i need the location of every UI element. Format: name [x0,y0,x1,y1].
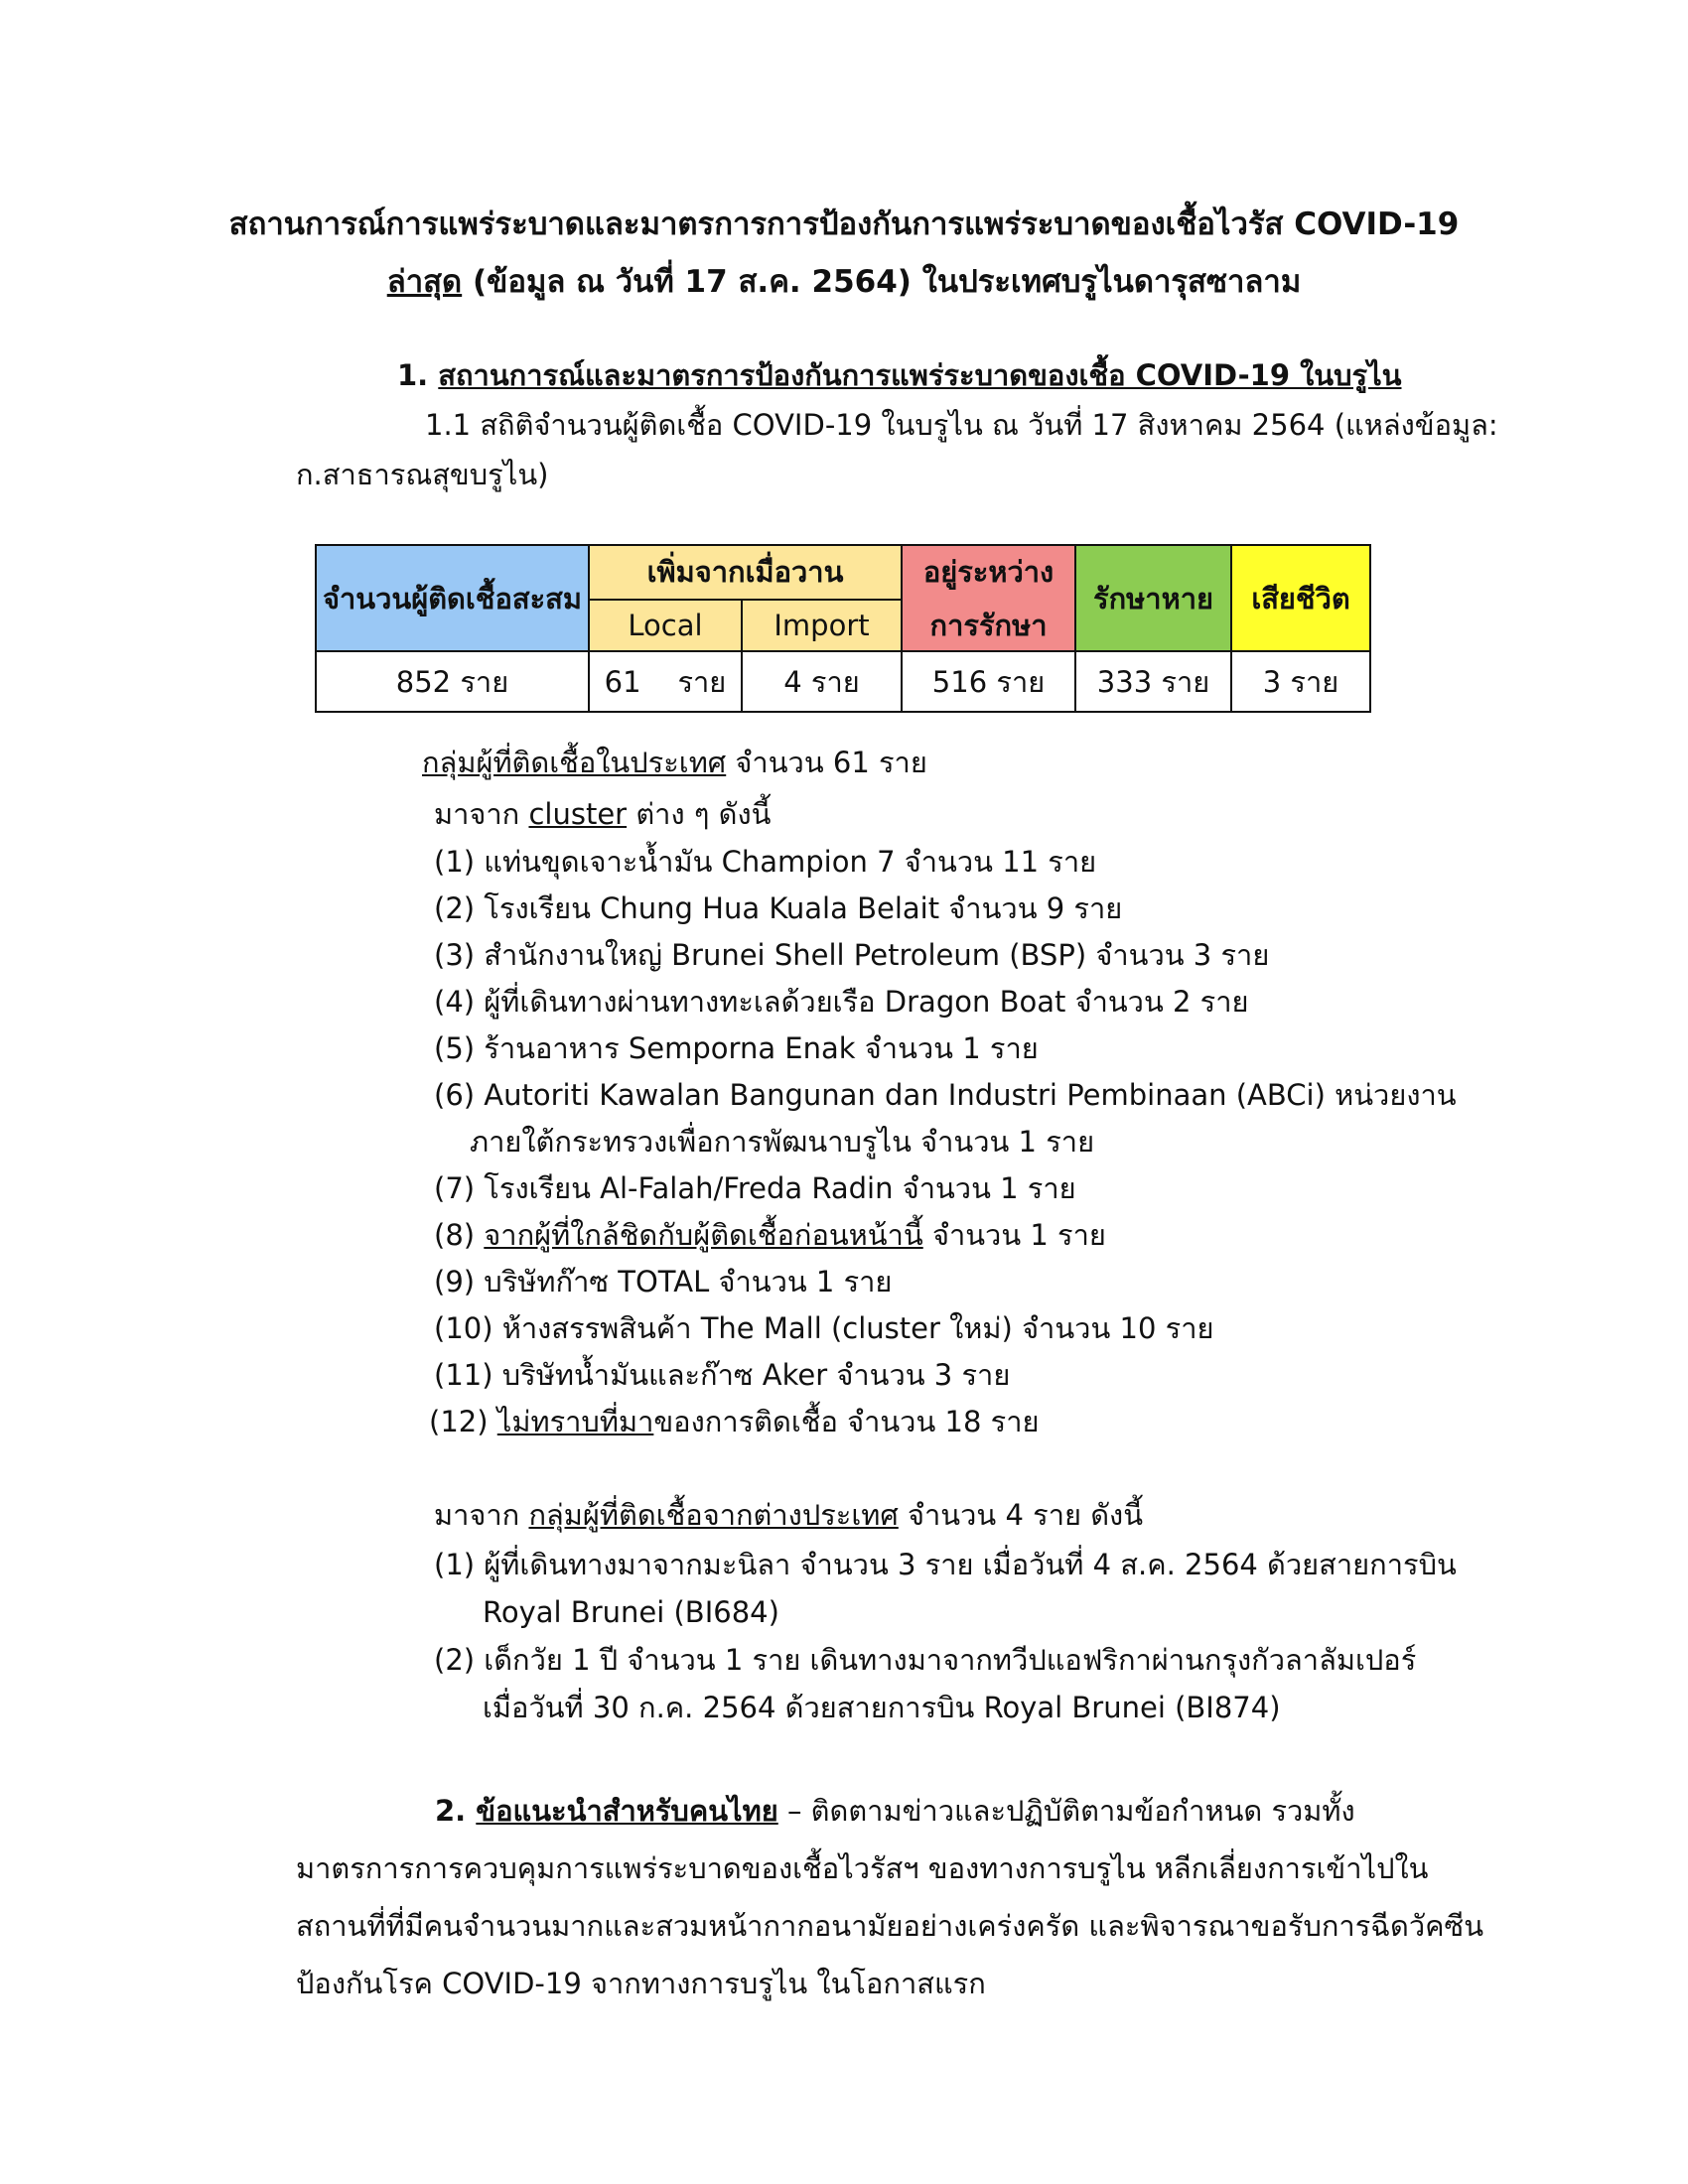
title-line-1: สถานการณ์การแพร่ระบาดและมาตรการการป้องกันการแพร่ระบาดของเชื้อไวรัส COVID-19 [228,206,1460,242]
item-12-rest: ของการติดเชื้อ จำนวน 18 ราย [653,1405,1040,1438]
import-item-2-line-2: เมื่อวันที่ 30 ก.ค. 2564 ด้วยสายการบิน Royal Brunei (BI874) [483,1691,1281,1724]
item-12-prefix: (12) [429,1405,497,1438]
section-1-title: สถานการณ์และมาตรการป้องกันการแพร่ระบาดของเชื้อ COVID-19 ในบรูไน [438,358,1402,392]
cluster-word: cluster [528,797,628,831]
list-item: (2) โรงเรียน Chung Hua Kuala Belait จำนวน 9 ราย [434,891,1123,925]
item-8-underlined: จากผู้ที่ใกล้ชิดกับผู้ติดเชื้อก่อนหน้านี้ [484,1218,923,1252]
list-item-continuation: ภายใต้กระทรวงเพื่อการพัฒนาบรูไน จำนวน 1 ราย [470,1125,1095,1159]
list-item: (1) แท่นขุดเจาะน้ำมัน Champion 7 จำนวน 11 ราย [434,845,1097,879]
import-group-label [434,1495,1143,1535]
value-deaths: 3 ราย [1231,651,1370,712]
section-2-line-1-rest: – ติดตามข่าวและปฏิบัติตามข้อกำหนด รวมทั้ง [777,1794,1355,1828]
value-recovered: 333 ราย [1075,651,1231,712]
local-group-from [434,794,771,834]
from-rest: ต่าง ๆ ดังนี้ [627,797,772,831]
section-1-1-line-2: ก.สาธารณสุขบรูไน) [296,458,549,491]
import-from-prefix: มาจาก [434,1498,529,1532]
list-item: (10) ห้างสรรพสินค้า The Mall (cluster ใหม่) จำนวน 10 ราย [434,1311,1214,1345]
title-latest-underlined: ล่าสุด [386,264,463,300]
list-item [429,1402,1039,1441]
section-2-line-3: สถานที่ที่มีคนจำนวนมากและสวมหน้ากากอนามัยอย่างเคร่งครัด และพิจารณาขอรับการฉีดวัคซีน [296,1909,1484,1943]
list-item: (9) บริษัทก๊าซ TOTAL จำนวน 1 ราย [434,1265,893,1298]
item-12-underlined: ไม่ทราบที่มา [496,1405,654,1438]
import-group-count: จำนวน 4 ราย ดังนี้ [898,1498,1144,1532]
value-import: 4 ราย [742,651,902,712]
list-item: (5) ร้านอาหาร Semporna Enak จำนวน 1 ราย [434,1031,1039,1065]
value-local: 61 ราย [589,651,742,712]
header-local: Local [589,600,742,652]
section-2-line-2: มาตรการการควบคุมการแพร่ระบาดของเชื้อไวรัสฯ ของทางการบรูไน หลีกเลี่ยงการเข้าไปใน [296,1851,1429,1885]
section-1-1-line-1: 1.1 สถิติจำนวนผู้ติดเชื้อ COVID-19 ในบรูไน ณ วันที่ 17 สิงหาคม 2564 (แหล่งข้อมูล: [425,408,1498,442]
import-item-1-line-1: (1) ผู้ที่เดินทางมาจากมะนิลา จำนวน 3 ราย เมื่อวันที่ 4 ส.ค. 2564 ด้วยสายการบิน [434,1548,1457,1581]
list-item: (7) โรงเรียน Al-Falah/Freda Radin จำนวน 1 ราย [434,1171,1076,1205]
covid-stats-table [315,544,1371,713]
header-recovered: รักษาหาย [1075,545,1231,651]
title-line-2: (ข้อมูล ณ วันที่ 17 ส.ค. 2564) ในประเทศบรูไนดารุสซาลาม [462,264,1302,300]
section-2-line-1 [435,1791,1355,1831]
header-deaths: เสียชีวิต [1231,545,1370,651]
local-group-title: กลุ่มผู้ที่ติดเชื้อในประเทศ [422,746,727,779]
local-group-count: จำนวน 61 ราย [726,746,927,779]
header-import: Import [742,600,902,652]
import-item-1-line-2: Royal Brunei (BI684) [483,1595,779,1629]
import-item-2-line-1: (2) เด็กวัย 1 ปี จำนวน 1 ราย เดินทางมาจากทวีปแอฟริกาผ่านกรุงกัวลาลัมเปอร์ [434,1643,1417,1677]
section-1-number: 1. [397,358,439,392]
list-item: (4) ผู้ที่เดินทางผ่านทางทะเลด้วยเรือ Dragon Boat จำนวน 2 ราย [434,985,1249,1019]
section-2-line-4: ป้องกันโรค COVID-19 จากทางการบรูไน ในโอกาสแรก [296,1967,986,2000]
list-item [434,1215,1106,1255]
item-8-rest: จำนวน 1 ราย [922,1218,1106,1252]
page-title [0,205,1688,244]
value-under-treatment: 516 ราย [902,651,1075,712]
list-item: (6) Autoriti Kawalan Bangunan dan Industri Pembinaan (ABCi) หน่วยงาน [434,1078,1457,1112]
header-new-cases: เพิ่มจากเมื่อวาน [589,545,902,600]
header-under-treatment-line-1: อยู่ระหว่าง [922,554,1055,589]
list-item: (3) สำนักงานใหญ่ Brunei Shell Petroleum (BSP) จำนวน 3 ราย [434,938,1270,972]
header-under-treatment-line-2: การรักษา [929,608,1048,642]
header-under-treatment [902,545,1075,651]
item-8-prefix: (8) [434,1218,485,1252]
page-subtitle [0,262,1688,302]
section-2-number: 2. [435,1794,477,1828]
section-1-heading [397,355,1401,395]
import-group-title: กลุ่มผู้ที่ติดเชื้อจากต่างประเทศ [528,1498,899,1532]
list-item: (11) บริษัทน้ำมันและก๊าซ Aker จำนวน 3 ราย [434,1358,1011,1392]
local-group-label [422,743,927,782]
header-total-cases: จำนวนผู้ติดเชื้อสะสม [316,545,589,651]
value-total-cases: 852 ราย [316,651,589,712]
from-prefix: มาจาก [434,797,529,831]
section-2-heading: ข้อแนะนำสำหรับคนไทย [476,1794,778,1828]
